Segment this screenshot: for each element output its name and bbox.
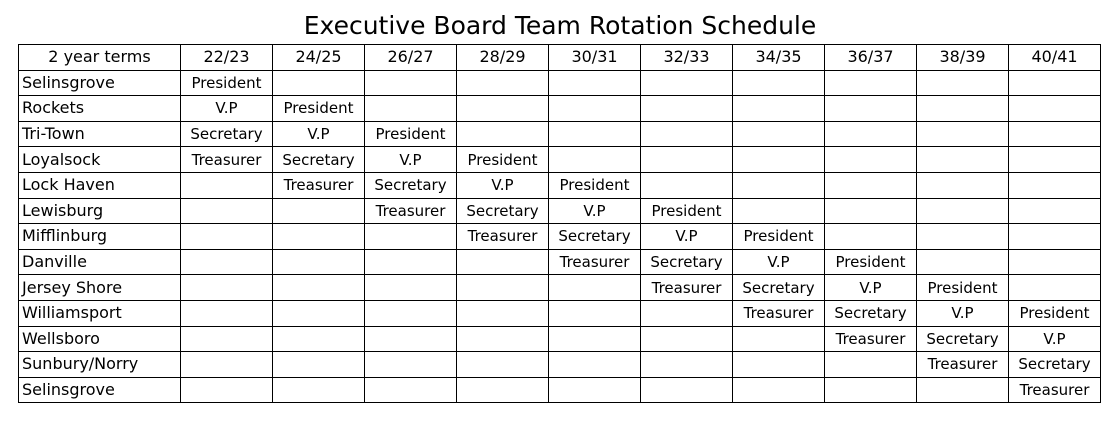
term-header: 34/35 [733,45,825,71]
role-cell: Secretary [825,300,917,326]
role-cell: V.P [917,300,1009,326]
role-cell: V.P [181,96,273,122]
role-cell: Treasurer [733,300,825,326]
term-header: 26/27 [365,45,457,71]
role-cell [825,377,917,403]
term-header: 28/29 [457,45,549,71]
role-cell: President [273,96,365,122]
role-cell [181,326,273,352]
role-cell [917,70,1009,96]
role-cell [825,70,917,96]
role-cell [181,172,273,198]
role-cell [641,147,733,173]
role-cell: Treasurer [365,198,457,224]
role-cell: President [641,198,733,224]
role-cell [181,352,273,378]
terms-header-label: 2 year terms [19,45,181,71]
role-cell: Secretary [549,224,641,250]
role-cell [549,300,641,326]
role-cell [457,377,549,403]
role-cell: President [733,224,825,250]
role-cell: Treasurer [457,224,549,250]
term-header: 38/39 [917,45,1009,71]
role-cell: Secretary [641,249,733,275]
role-cell: V.P [641,224,733,250]
table-row [19,377,1101,403]
role-cell: Treasurer [181,147,273,173]
role-cell [181,249,273,275]
role-cell: V.P [273,121,365,147]
role-cell [917,172,1009,198]
role-cell [733,352,825,378]
role-cell [549,377,641,403]
role-cell [917,224,1009,250]
role-cell [733,326,825,352]
role-cell: Treasurer [549,249,641,275]
role-cell [273,377,365,403]
role-cell [1009,224,1101,250]
role-cell: V.P [549,198,641,224]
role-cell [273,249,365,275]
team-name: Sunbury/Norry [19,352,181,378]
role-cell [641,300,733,326]
role-cell: Secretary [457,198,549,224]
role-cell [641,70,733,96]
role-cell: V.P [1009,326,1101,352]
role-cell [825,198,917,224]
team-name: Loyalsock [19,147,181,173]
role-cell [181,300,273,326]
table-row [19,172,1101,198]
role-cell [549,147,641,173]
role-cell [549,70,641,96]
team-name: Danville [19,249,181,275]
role-cell [365,224,457,250]
role-cell [457,249,549,275]
role-cell [273,352,365,378]
team-name: Lock Haven [19,172,181,198]
role-cell: Treasurer [1009,377,1101,403]
role-cell [273,275,365,301]
role-cell [641,96,733,122]
role-cell [825,352,917,378]
role-cell [733,172,825,198]
role-cell [273,326,365,352]
team-name: Rockets [19,96,181,122]
role-cell [641,377,733,403]
role-cell: Treasurer [641,275,733,301]
role-cell [641,326,733,352]
role-cell [365,300,457,326]
role-cell [1009,249,1101,275]
role-cell [365,377,457,403]
role-cell [549,326,641,352]
role-cell [365,275,457,301]
role-cell [457,70,549,96]
term-header: 32/33 [641,45,733,71]
role-cell [825,172,917,198]
team-name: Mifflinburg [19,224,181,250]
role-cell [825,224,917,250]
role-cell: President [457,147,549,173]
table-row [19,352,1101,378]
role-cell: Treasurer [917,352,1009,378]
role-cell [917,147,1009,173]
role-cell [733,121,825,147]
table-row [19,121,1101,147]
role-cell [549,352,641,378]
role-cell [365,249,457,275]
role-cell [549,96,641,122]
role-cell [457,326,549,352]
term-header: 24/25 [273,45,365,71]
role-cell [917,249,1009,275]
table-row [19,224,1101,250]
table-row [19,326,1101,352]
role-cell [917,198,1009,224]
table-row [19,70,1101,96]
team-name: Jersey Shore [19,275,181,301]
term-header: 22/23 [181,45,273,71]
role-cell: President [181,70,273,96]
role-cell: Secretary [917,326,1009,352]
role-cell [1009,147,1101,173]
role-cell [365,96,457,122]
role-cell: Secretary [1009,352,1101,378]
role-cell: President [365,121,457,147]
role-cell: Secretary [273,147,365,173]
role-cell [641,352,733,378]
role-cell [641,121,733,147]
team-name: Lewisburg [19,198,181,224]
role-cell [825,121,917,147]
role-cell [273,198,365,224]
role-cell [549,121,641,147]
rotation-schedule-table [18,44,1101,403]
role-cell [181,377,273,403]
role-cell [733,70,825,96]
team-name: Selinsgrove [19,70,181,96]
role-cell [457,275,549,301]
team-name: Wellsboro [19,326,181,352]
team-name: Selinsgrove [19,377,181,403]
role-cell: V.P [457,172,549,198]
term-header: 40/41 [1009,45,1101,71]
role-cell [825,147,917,173]
table-row [19,300,1101,326]
role-cell [457,96,549,122]
role-cell [825,96,917,122]
role-cell [273,224,365,250]
role-cell [273,70,365,96]
role-cell: V.P [825,275,917,301]
role-cell: Treasurer [825,326,917,352]
role-cell [549,275,641,301]
role-cell [365,352,457,378]
table-row [19,198,1101,224]
role-cell: President [917,275,1009,301]
role-cell: Secretary [733,275,825,301]
role-cell: President [825,249,917,275]
role-cell [1009,172,1101,198]
role-cell [365,326,457,352]
role-cell [917,121,1009,147]
table-row [19,96,1101,122]
role-cell [1009,70,1101,96]
role-cell [365,70,457,96]
role-cell [641,172,733,198]
role-cell [733,377,825,403]
role-cell [1009,198,1101,224]
team-name: Tri-Town [19,121,181,147]
team-name: Williamsport [19,300,181,326]
role-cell [733,198,825,224]
role-cell [1009,121,1101,147]
role-cell [917,96,1009,122]
table-row [19,249,1101,275]
role-cell [457,121,549,147]
role-cell [457,352,549,378]
table-row [19,147,1101,173]
role-cell [917,377,1009,403]
header-row [19,45,1101,71]
page-title: Executive Board Team Rotation Schedule [303,11,817,40]
term-header: 36/37 [825,45,917,71]
term-header: 30/31 [549,45,641,71]
role-cell: Secretary [181,121,273,147]
role-cell: Treasurer [273,172,365,198]
role-cell [1009,275,1101,301]
role-cell: V.P [365,147,457,173]
role-cell [457,300,549,326]
role-cell: V.P [733,249,825,275]
role-cell [1009,96,1101,122]
role-cell: Secretary [365,172,457,198]
role-cell [733,147,825,173]
role-cell [181,275,273,301]
role-cell [181,198,273,224]
role-cell [181,224,273,250]
role-cell [733,96,825,122]
role-cell: President [549,172,641,198]
role-cell: President [1009,300,1101,326]
table-row [19,275,1101,301]
role-cell [273,300,365,326]
